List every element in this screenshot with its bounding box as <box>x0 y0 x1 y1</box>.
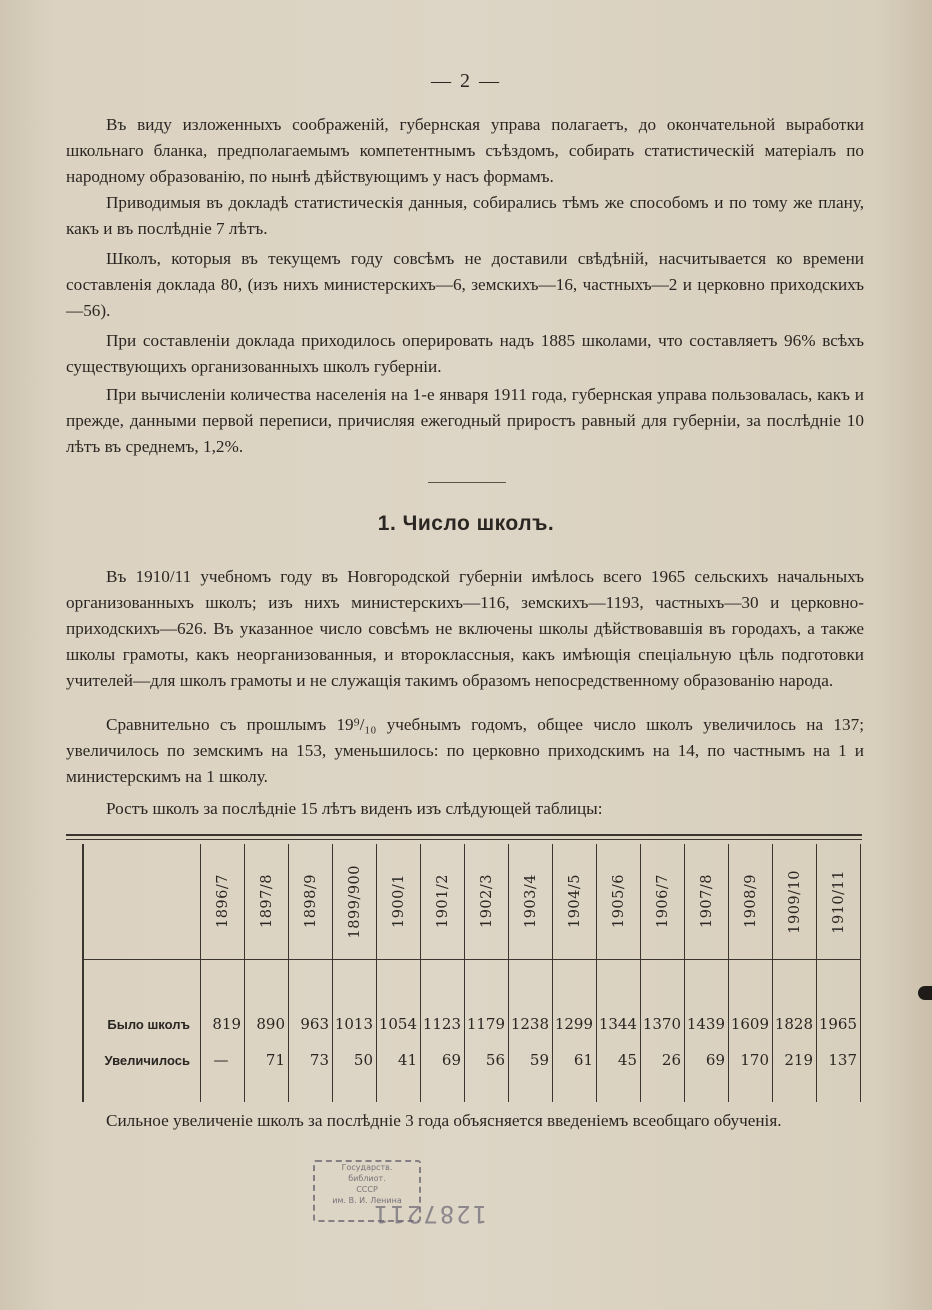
paragraph-5: При вычисленiи количества населенiя на 1-е января 1911 года, губернская управа пользовалась, какъ и прежде, данными первой переписи, причисляя ежегодный приростъ равный для губернiи, за послѣднiе 10 лѣтъ въ среднемъ, 1,2%. <box>66 385 864 456</box>
library-stamp: Государств. библиот. СССР им. В. И. Ленина <box>313 1160 421 1222</box>
table-cell: 219 <box>773 1042 817 1078</box>
table-row-schools <box>83 1006 861 1042</box>
table-cell: 1439 <box>685 1006 729 1042</box>
table-row-increase <box>83 1042 861 1078</box>
year-header: 1902/3 <box>465 844 509 960</box>
table-cell: 1054 <box>377 1006 421 1042</box>
year-header: 1903/4 <box>509 844 553 960</box>
table-spacer-row <box>83 960 861 1007</box>
table-cell: 59 <box>509 1042 553 1078</box>
table-cell: 1299 <box>553 1006 597 1042</box>
section-paragraph-1: Въ 1910/11 учебномъ году въ Новгородской губернiи имѣлось всего 1965 сельскихъ начальныхъ организованныхъ школъ; изъ нихъ министерскихъ—116, земскихъ—1193, частныхъ—30 и церковно-приходскихъ—626. Въ указанное число совсѣмъ не включены школы дѣйствовавшiя въ городахъ, а также школы грамоты, какъ неорганизованныя, и второклассныя, какъ имѣющiя спецiальную цѣль подготовки учителей—для школъ грамоты и не служащiя такимъ образомъ непосредственному образованiю народа. <box>66 567 864 690</box>
paragraph-2: Приводимыя въ докладѣ статистическiя данныя, собирались тѣмъ же способомъ и по тому же плану, какъ и въ послѣднiе 7 лѣтъ. <box>66 193 864 238</box>
table-intro: Ростъ школъ за послѣднiе 15 лѣтъ виденъ изъ слѣдующей таблицы: <box>106 799 603 818</box>
table-cell: 1370 <box>641 1006 685 1042</box>
page-number: — 2 — <box>431 70 501 92</box>
schools-growth-table <box>82 844 861 1102</box>
year-header: 1897/8 <box>245 844 289 960</box>
year-header: 1899/900 <box>333 844 377 960</box>
table-cell: 819 <box>201 1006 245 1042</box>
table-cell: — <box>201 1042 245 1078</box>
table-top-rule <box>66 834 862 836</box>
table-cell: 1238 <box>509 1006 553 1042</box>
table-cell: 1828 <box>773 1006 817 1042</box>
table-cell: 1609 <box>729 1006 773 1042</box>
table-cell: 1344 <box>597 1006 641 1042</box>
table-header-row <box>83 844 861 960</box>
table-cell: 56 <box>465 1042 509 1078</box>
table-cell: 1123 <box>421 1006 465 1042</box>
table-cell: 41 <box>377 1042 421 1078</box>
table-corner <box>83 844 201 960</box>
year-header: 1904/5 <box>553 844 597 960</box>
table-cell: 963 <box>289 1006 333 1042</box>
table-spacer-row <box>83 1078 861 1102</box>
table-cell: 69 <box>685 1042 729 1078</box>
table-cell: 1965 <box>817 1006 861 1042</box>
table-cell: 61 <box>553 1042 597 1078</box>
table-cell: 1179 <box>465 1006 509 1042</box>
year-header: 1906/7 <box>641 844 685 960</box>
year-header: 1896/7 <box>201 844 245 960</box>
table-cell: 26 <box>641 1042 685 1078</box>
table-cell: 71 <box>245 1042 289 1078</box>
paragraph-1: Въ виду изложенныхъ соображенiй, губернская управа полагаетъ, до окончательной выработки школьнаго бланка, предполагаемымъ компетентнымъ съѣздомъ, собирать статистическiй матерiалъ по народному образованiю, по нынѣ дѣйствующимъ у насъ формамъ. <box>66 115 864 186</box>
paragraph-bottom: Сильное увеличенiе школъ за послѣднiе 3 года объясняется введенiемъ всеобщаго обученiя. <box>106 1111 782 1130</box>
binding-hole-mark <box>918 986 932 1000</box>
section-title: 1. Число школъ. <box>377 512 555 535</box>
row-label: Было школъ <box>83 1006 201 1042</box>
table-cell: 137 <box>817 1042 861 1078</box>
year-header: 1908/9 <box>729 844 773 960</box>
paragraph-4: При составленiи доклада приходилось оперировать надъ 1885 школами, что составляетъ 96% всѣхъ существующихъ организованныхъ школъ губернiи. <box>66 331 864 376</box>
year-header: 1907/8 <box>685 844 729 960</box>
paragraph-3: Школъ, которыя въ текущемъ году совсѣмъ не доставили свѣдѣнiй, насчитывается ко времени составленiя доклада 80, (изъ нихъ министерскихъ—6, земскихъ—16, частныхъ—2 и церковно приходскихъ—56). <box>66 249 864 320</box>
year-header: 1898/9 <box>289 844 333 960</box>
table-cell: 73 <box>289 1042 333 1078</box>
table-cell: 1013 <box>333 1006 377 1042</box>
table-cell: 69 <box>421 1042 465 1078</box>
table-cell: 170 <box>729 1042 773 1078</box>
year-header: 1901/2 <box>421 844 465 960</box>
table-cell: 50 <box>333 1042 377 1078</box>
inventory-number: 1287211 <box>372 1200 488 1228</box>
year-header: 1900/1 <box>377 844 421 960</box>
table-top-rule-thin <box>66 839 862 840</box>
table-cell: 890 <box>245 1006 289 1042</box>
section-paragraph-2: Сравнительно съ прошлымъ 19⁹/₁₀ учебнымъ годомъ, общее число школъ увеличилось на 137; увеличилось по земскимъ на 153, уменьшилось: по церковно приходскимъ на 14, по частнымъ на 1 и министерскимъ на 1 школу. <box>66 715 864 786</box>
year-header: 1905/6 <box>597 844 641 960</box>
year-header: 1909/10 <box>773 844 817 960</box>
year-header: 1910/11 <box>817 844 861 960</box>
row-label: Увеличилось <box>83 1042 201 1078</box>
table-cell: 45 <box>597 1042 641 1078</box>
section-divider <box>428 482 506 483</box>
